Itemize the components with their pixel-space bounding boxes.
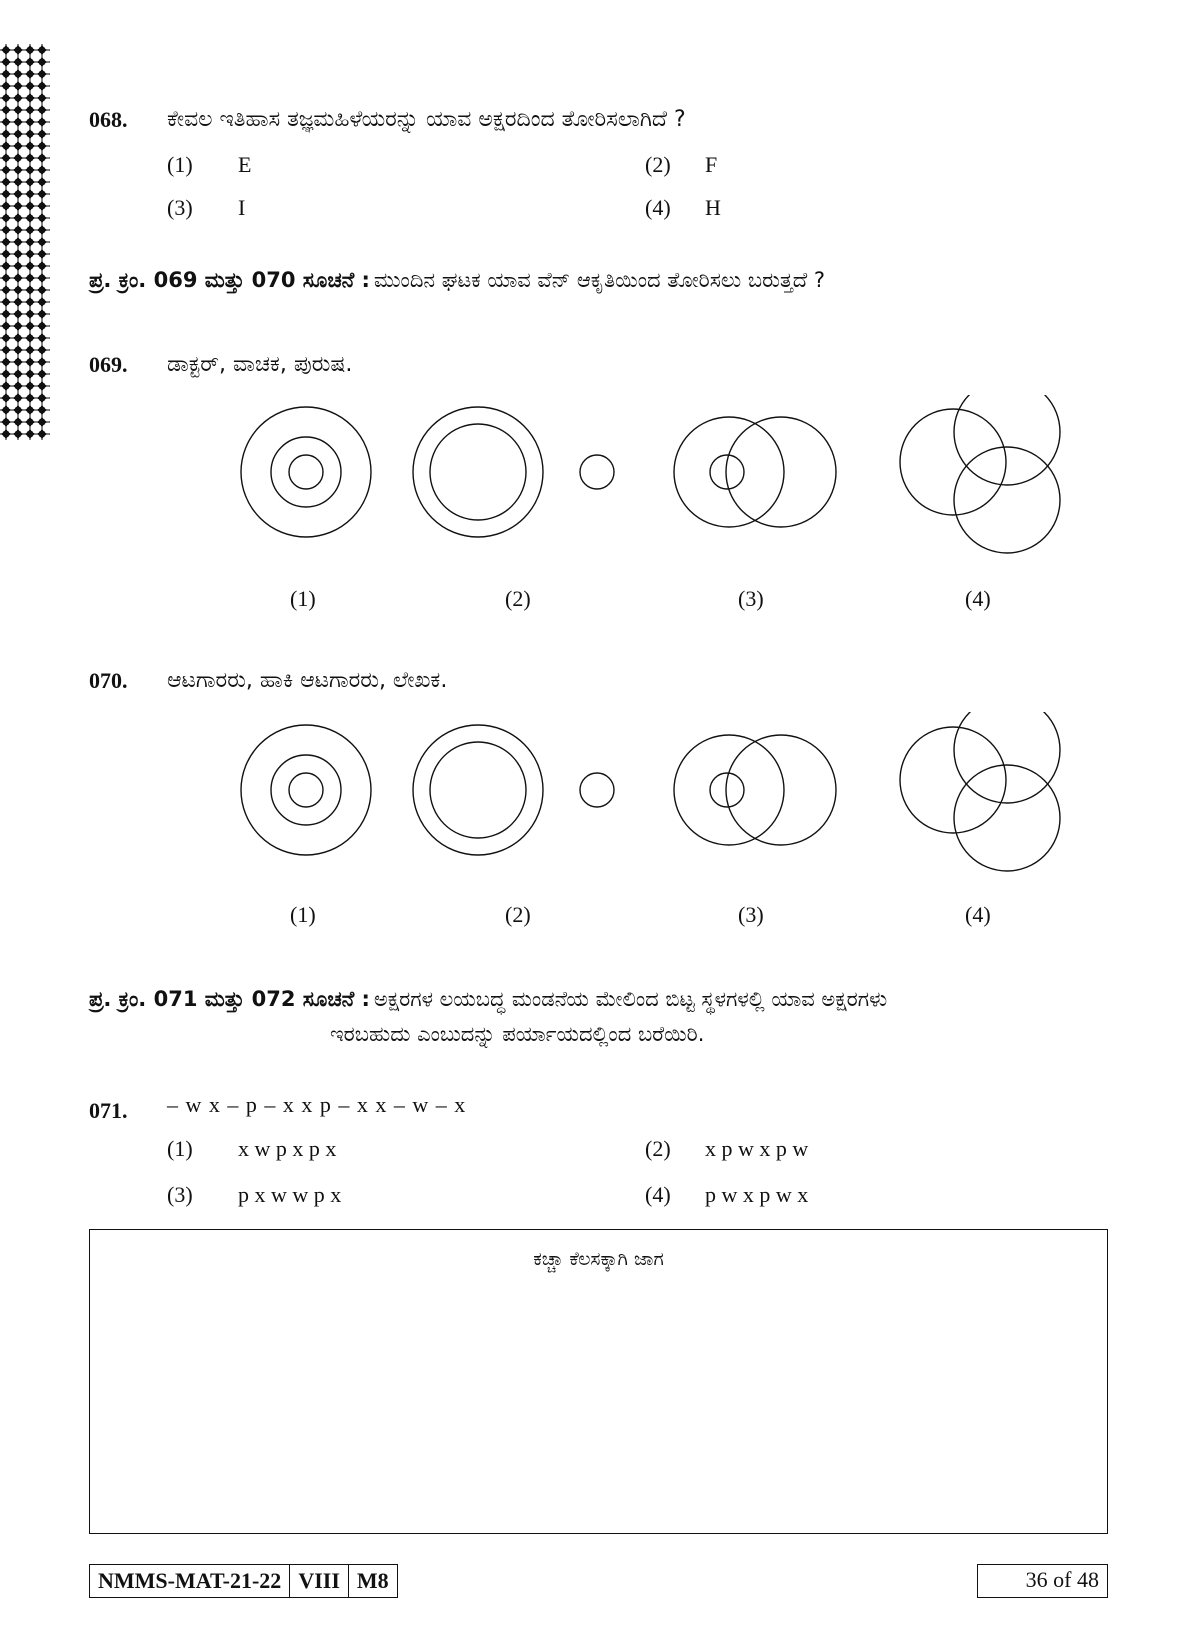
figure-label: (2) <box>505 902 531 927</box>
option-value: F <box>705 152 718 177</box>
option-value: p w x p w x <box>705 1182 809 1207</box>
venn-option-2 <box>413 407 614 537</box>
question-number-070: 070. <box>89 668 128 693</box>
figure-label: (3) <box>738 902 764 927</box>
question-number-068: 068. <box>89 107 128 132</box>
class-code: VIII <box>290 1565 349 1597</box>
letter-series: – w x – p – x x p – x x – w – x <box>167 1092 467 1117</box>
option-label: (4) <box>645 1182 671 1207</box>
instruction-text-line2: ಇರಬಹುದು ಎಂಬುದನ್ನು ಪರ್ಯಾಯದಲ್ಲಿಂದ ಬರೆಯಿರಿ. <box>330 1022 705 1046</box>
option-value: x p w x p w <box>705 1136 809 1161</box>
instruction-text: ಮುಂದಿನ ಘಟಕ ಯಾವ ವೆನ್ ಆಕೃತಿಯಿಂದ ತೋರಿಸಲು ಬರುತ್ತದೆ ? <box>373 268 826 292</box>
question-text-068: ಕೇವಲ ಇತಿಹಾಸ ತಜ್ಞಮಹಿಳೆಯರನ್ನು ಯಾವ ಅಕ್ಷರದಿಂದ ತೋರಿಸಲಾಗಿದೆ ? <box>167 107 686 132</box>
option-label: (1) <box>167 1136 193 1161</box>
paper-code-box <box>89 1564 398 1598</box>
option-value: I <box>238 195 246 220</box>
option-label: (3) <box>167 1182 193 1207</box>
option-label: (2) <box>645 1136 671 1161</box>
question-text-069: ಡಾಕ್ಟರ್, ವಾಚಕ, ಪುರುಷ. <box>167 352 353 377</box>
question-number-069: 069. <box>89 352 128 377</box>
option-label: (2) <box>645 152 671 177</box>
instruction-prefix: ಪ್ರ. ಕ್ರಂ. 071 ಮತ್ತು 072 ಸೂಚನೆ : <box>89 987 370 1011</box>
venn-option-2 <box>413 725 614 855</box>
instruction-text-line1: ಅಕ್ಷರಗಳ ಲಯಬದ್ಧ ಮಂಡನೆಯ ಮೇಲಿಂದ ಬಿಟ್ಟ ಸ್ಥಳಗಳಲ್ಲಿ ಯಾವ ಅಕ್ಷರಗಳು <box>373 987 888 1011</box>
venn-option-3 <box>674 735 836 845</box>
venn-option-1 <box>241 407 371 537</box>
question-number-071: 071. <box>89 1098 128 1123</box>
option-value: H <box>705 195 721 220</box>
paper-code: NMMS-MAT-21-22 <box>90 1565 290 1597</box>
series-code: M8 <box>356 1568 389 1593</box>
instruction-071-072 <box>89 987 887 1012</box>
figure-label: (4) <box>965 902 991 927</box>
rough-work-title: ಕಚ್ಚಾ ಕೆಲಸಕ್ಕಾಗಿ ಜಾಗ <box>533 1248 664 1270</box>
venn-option-4 <box>900 712 1060 871</box>
page-number: 36 of 48 <box>977 1564 1108 1598</box>
venn-diagrams-070 <box>0 712 1200 882</box>
venn-option-1 <box>241 725 371 855</box>
option-label: (1) <box>167 152 193 177</box>
option-value: p x w w p x <box>238 1182 342 1207</box>
figure-label: (1) <box>290 586 316 611</box>
option-label: (3) <box>167 195 193 220</box>
venn-option-3 <box>674 417 836 527</box>
question-text-070: ಆಟಗಾರರು, ಹಾಕಿ ಆಟಗಾರರು, ಲೇಖಕ. <box>167 668 448 693</box>
option-value: E <box>238 152 252 177</box>
side-border-pattern <box>0 44 50 440</box>
option-value: x w p x p x <box>238 1136 337 1161</box>
figure-label: (3) <box>738 586 764 611</box>
venn-diagrams-069 <box>0 395 1200 565</box>
option-label: (4) <box>645 195 671 220</box>
figure-label: (1) <box>290 902 316 927</box>
instruction-prefix: ಪ್ರ. ಕ್ರಂ. 069 ಮತ್ತು 070 ಸೂಚನೆ : <box>89 268 370 292</box>
instruction-069-070 <box>89 268 825 293</box>
figure-label: (4) <box>965 586 991 611</box>
venn-option-4 <box>900 395 1060 553</box>
rough-work-box <box>89 1229 1108 1534</box>
figure-label: (2) <box>505 586 531 611</box>
